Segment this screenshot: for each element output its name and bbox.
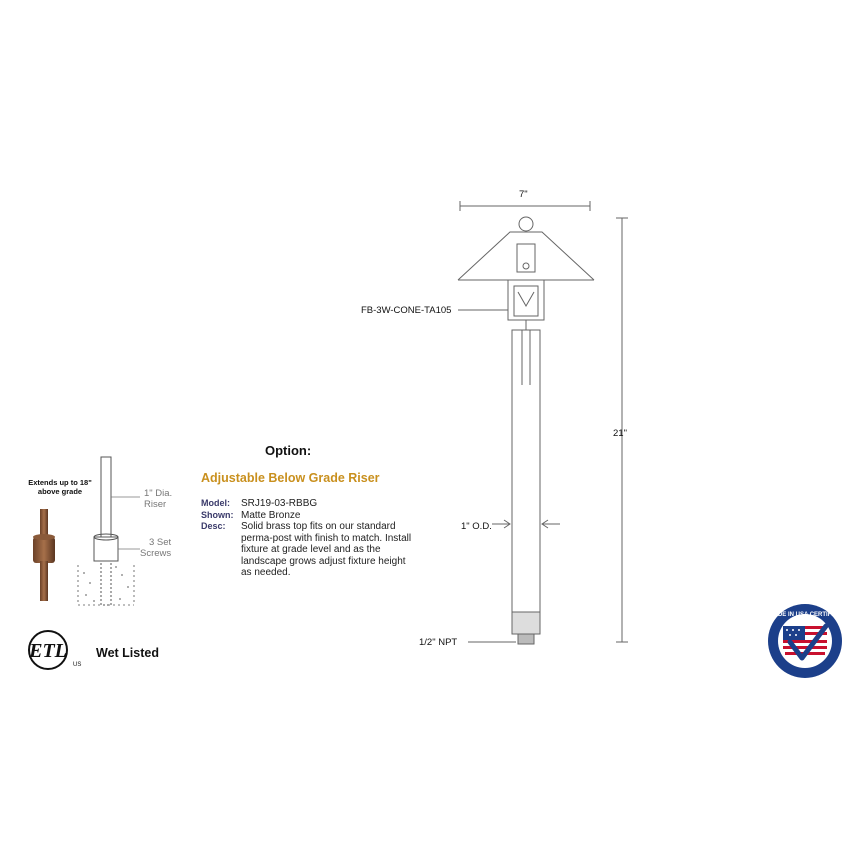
- riser-bronze-illustration: [22, 505, 72, 605]
- svg-text:ETL: ETL: [29, 640, 67, 662]
- npt-thread-label: 1/2" NPT: [419, 637, 458, 648]
- fixture-drawing: [350, 180, 650, 660]
- wet-listed-label: Wet Listed: [96, 646, 159, 660]
- outer-diameter-label: 1" O.D.: [461, 521, 492, 532]
- width-dimension-label: 7": [519, 189, 528, 200]
- spec-label: Desc:: [201, 521, 226, 531]
- riser-extends-note: Extends up to 18" above grade: [28, 478, 92, 496]
- spec-value: Matte Bronze: [241, 509, 301, 521]
- usa-badge-text: MADE IN USA CERTIFIED: [768, 612, 842, 618]
- option-subtitle: Adjustable Below Grade Riser: [201, 471, 380, 485]
- etl-listed-logo: [26, 628, 86, 672]
- spec-label: Model:: [201, 498, 230, 508]
- spec-label: Shown:: [201, 509, 234, 520]
- spec-value: SRJ19-03-RBBG: [241, 498, 318, 509]
- riser-diameter-label: 1" Dia. Riser: [144, 488, 173, 510]
- option-title: Option:: [265, 443, 312, 458]
- fixture-model-callout: FB-3W-CONE-TA105: [361, 305, 452, 316]
- made-in-usa-badge: [766, 602, 844, 680]
- height-dimension-label: 21": [613, 428, 627, 439]
- svg-text:US: US: [73, 662, 82, 668]
- riser-line-diagram: [74, 455, 184, 615]
- set-screws-label: 3 Set Screws: [140, 537, 172, 559]
- spec-value: Solid brass top fits on our standard perma-post with finish to match. Install fixture at grade level and as the landscape grows adjust fixture height as needed.: [241, 521, 412, 578]
